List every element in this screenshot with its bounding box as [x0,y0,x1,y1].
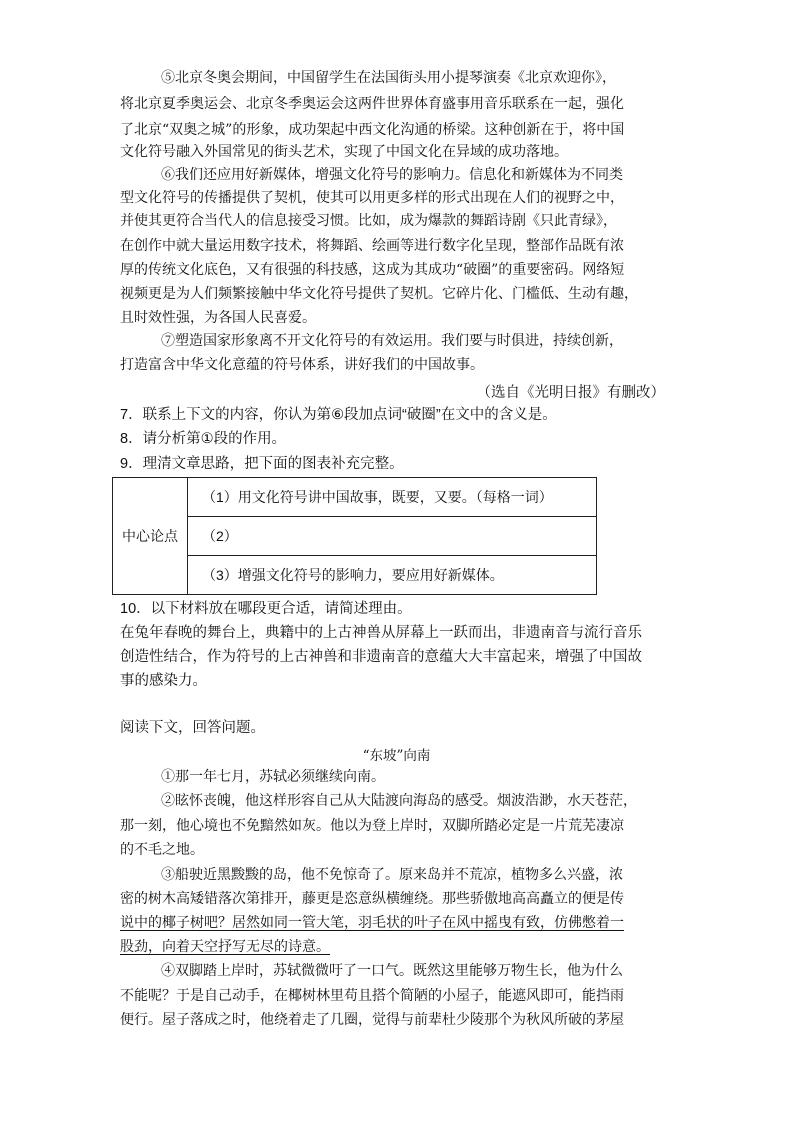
paragraph-6-line: 型文化符号的传播提供了契机，使其可以用更多样的形式出现在人们的视野之中， [120,190,624,206]
material-line: 在兔年春晚的舞台上，典籍中的上古神兽从屏幕上一跃而出，非遗南音与流行音乐 [120,625,642,641]
paragraph-7-line: 打造富含中华文化意蕴的符号体系，讲好我们的中国故事。 [120,357,484,373]
paragraph-2-line: 的不毛之地。 [120,842,204,858]
paragraph-2-line: ②眩怀丧魄，他这样形容自己从大陆渡向海岛的感受。烟波浩渺，水天苍茫， [161,793,637,809]
question-7: 7．联系上下文的内容，你认为第⑥段加点词“破圈”在文中的含义是。 [120,407,557,423]
passage-title: “东坡”向南 [362,748,431,764]
chart-row-1: （1）用文化符号讲中国故事，既要，又要。（每格一词） [188,478,597,517]
paragraph-6-line: 视频更是为人们频繁接触中华文化符号提供了契机。它碎片化、门槛低、生动有趣， [120,286,638,302]
paragraph-3-line: 密的树木高矮错落次第排开，藤更是恣意纵横缠绕。那些骄傲地高高矗立的便是传 [120,891,624,907]
chart-row-3: （3）增强文化符号的影响力，要应用好新媒体。 [188,556,597,595]
paragraph-3-underlined-line: 股劲，向着天空抒写无尽的诗意。 [120,939,330,955]
paragraph-6-line: ⑥我们还应用好新媒体，增强文化符号的影响力。信息化和新媒体为不同类 [161,167,623,183]
paragraph-3-line: ③船驶近黑黢黢的岛，他不免惊奇了。原来岛并不荒凉，植物多么兴盛，浓 [161,867,623,883]
central-thesis-cell: 中心论点 [113,478,188,595]
thesis-chart-table [112,477,597,595]
paragraph-5-line: 文化符号融入外国常见的街头艺术，实现了中国文化在异域的成功落地。 [120,144,568,160]
chart-row-2: （2） [188,517,597,556]
question-8: 8．请分析第①段的作用。 [120,431,287,447]
paragraph-7-line: ⑦塑造国家形象离不开文化符号的有效运用。我们要与时俱进，持续创新， [161,333,623,349]
paragraph-6-line: 在创作中就大量运用数字技术，将舞蹈、绘画等进行数字化呈现，整部作品既有浓 [120,238,624,254]
question-10: 10．以下材料放在哪段更合适，请简述理由。 [120,601,412,617]
paragraph-3-underlined-line: 说中的椰子树吧？居然如同一管大笔，羽毛状的叶子在风中摇曳有致，仿佛憋着一 [120,915,624,931]
material-line: 创造性结合，作为符号的上古神兽和非遗南音的意蕴大大丰富起来，增强了中国故 [120,649,642,665]
paragraph-1-line: ①那一年七月，苏轼必须继续向南。 [161,769,385,785]
material-line: 事的感染力。 [120,673,207,689]
paragraph-6-line: 厚的传统文化底色，又有很强的科技感，这成为其成功“破圈”的重要密码。网络短 [120,262,625,278]
paragraph-2-line: 那一刻，他心境也不免黯然如灰。他以为登上岸时，双脚所踏必定是一片荒芜凄凉 [120,818,624,834]
paragraph-5-line: 将北京夏季奥运会、北京冬季奥运会这两件世界体育盛事用音乐联系在一起，强化 [120,96,624,112]
paragraph-6-line: 且时效性强，为各国人民喜爱。 [120,310,316,326]
paragraph-4-line: 便行。屋子落成之时，他绕着走了几圈，觉得与前辈杜少陵那个为秋风所破的茅屋 [120,1012,624,1028]
paragraph-4-line: ④双脚踏上岸时，苏轼微微吁了一口气。既然这里能够万物生长，他为什么 [161,963,623,979]
question-9: 9．理清文章思路，把下面的图表补充完整。 [120,456,404,472]
paragraph-5-line: ⑤北京冬奥会期间，中国留学生在法国街头用小提琴演奏《北京欢迎你》， [161,70,616,86]
paragraph-4-line: 不能呢？于是自己动手，在椰树林里苟且搭个简陋的小屋子，能遮风即可，能挡雨 [120,988,624,1004]
reading-instruction: 阅读下文，回答问题。 [120,720,265,736]
paragraph-6-line: 并使其更符合当代人的信息接受习惯。比如，成为爆款的舞蹈诗剧《只此青绿》， [120,213,617,229]
paragraph-5-line: 了北京“双奥之城”的形象，成功架起中西文化沟通的桥梁。这种创新在于，将中国 [120,122,625,138]
source-citation: （选自《光明日报》有删改） [476,385,665,401]
